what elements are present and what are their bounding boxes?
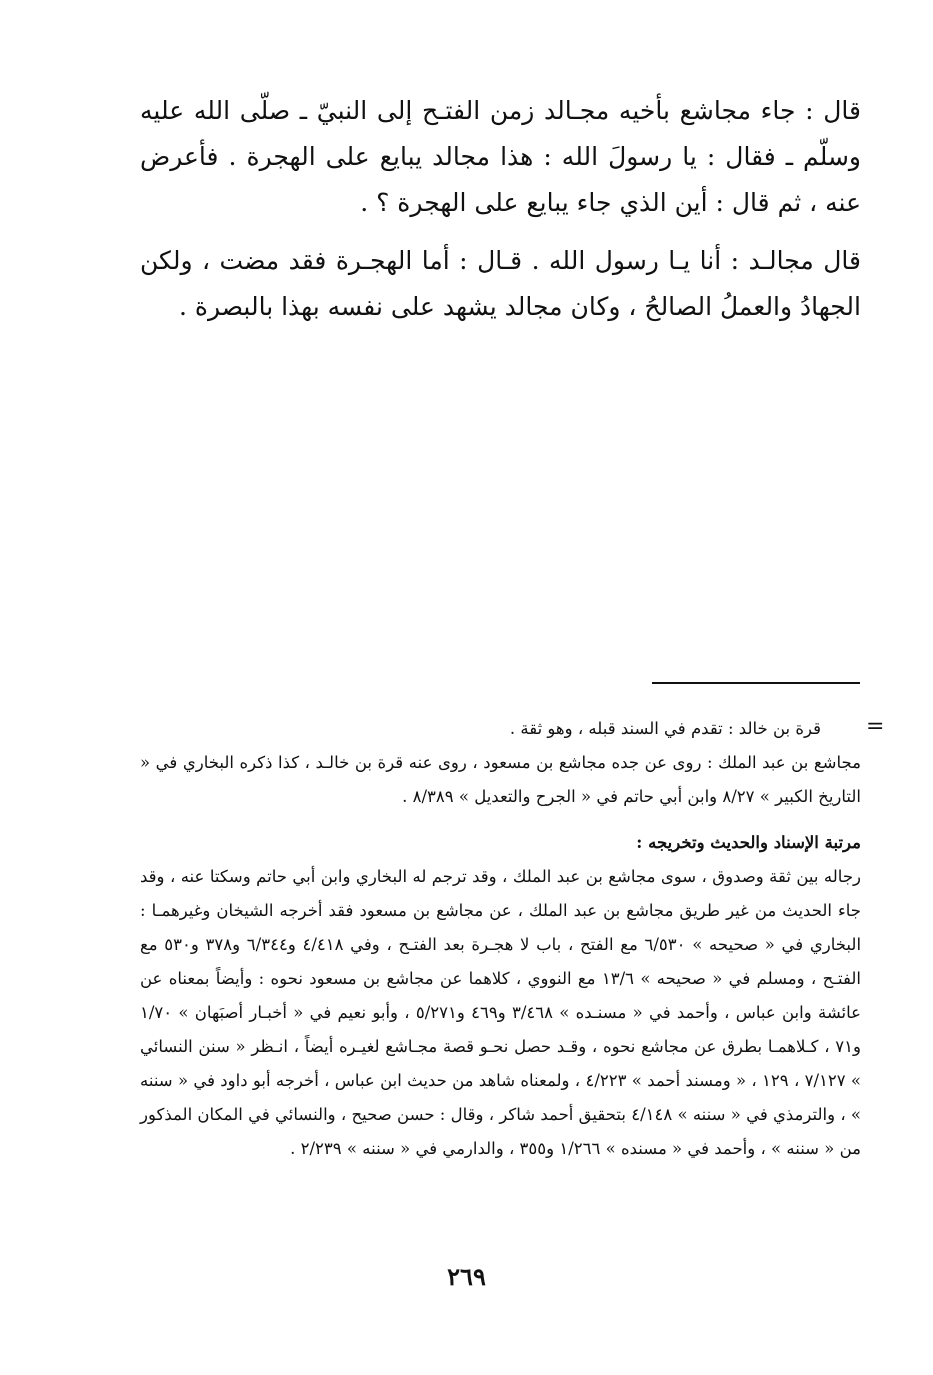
main-text bbox=[140, 88, 861, 342]
page-number: ٢٦٩ bbox=[447, 1262, 486, 1291]
footnotes bbox=[140, 712, 861, 1166]
footnote-continuation-mark: = bbox=[866, 714, 885, 739]
footnote-section-heading: مرتبة الإسناد والحديث وتخريجه : bbox=[636, 833, 861, 852]
main-paragraph-2: قال مجالـد : أنا يـا رسول الله . قـال : أما الهجـرة فقد مضت ، ولكن الجهادُ والعملُ الصالحُ ، وكان مجالد يشهد على نفسه بهذا بالبصرة . bbox=[140, 246, 861, 321]
footnote-qurra-ibn-khalid: قرة بن خالد : تقدم في السند قبله ، وهو ثقة . bbox=[509, 719, 821, 738]
footnote-takhrij-body: رجاله بين ثقة وصدوق ، سوى مجاشع بن عبد الملك ، وقد ترجم له البخاري وابن أبي حاتم وسكتا عنه ، وقد جاء الحديث من غير طريق مجاشع بن عبد الملك ، عن مجاشع بن مسعود فقد أخرجه الشيخان وغيرهمـا : البخاري في « صحيحه » ٦/٥٣٠ مع الفتح ، باب لا هجـرة بعد الفتـح ، وفي ٤/٤١٨ و٦/٣٤٤ و٣٧٨ و٥٣٠ مع الفتـح ، ومسلم في « صحيحه » ١٣/٦ مع النووي ، كلاهما عن مجاشع بن مسعود نحوه : وأيضاً بمعناه عن عائشة وابن عباس ، وأحمد في « مسنـده » ٣/٤٦٨ و٤٦٩ و٥/٢٧١ ، وأبو نعيم في « أخبـار أصبَهان » ١/٧٠ و٧١ ، كـلاهمـا بطرق عن مجاشع نحوه ، وقـد حصل نحـو قصة مجـاشع لغيـره أيضاً ، انـظر « سنن النسائي » ٧/١٢٧ ، ١٢٩ ، « ومسند أحمد » ٤/٢٢٣ ، ولمعناه شاهد من حديث ابن عباس ، أخرجه أبو داود في « سننه » ، والترمذي في « سننه » ٤/١٤٨ بتحقيق أحمد شاكر ، وقال : حسن صحيح ، والنسائي في المكان المذكور من « سننه » ، وأحمد في « مسنده » ١/٢٦٦ و٣٥٥ ، والدارمي في « سننه » ٢/٢٣٩ . bbox=[140, 867, 862, 1158]
footnote-mujashi-ibn-abd-almalik: مجاشع بن عبد الملك : روى عن جده مجاشع بن مسعود ، روى عنه قرة بن خالـد ، كذا ذكره البخاري في « التاريخ الكبير » ٨/٢٧ وابن أبي حاتم في « الجرح والتعديل » ٨/٣٨٩ . bbox=[140, 753, 861, 806]
footnote-separator bbox=[652, 682, 860, 684]
main-paragraph-1: قال : جاء مجاشع بأخيه مجـالد زمن الفتـح إلى النبيّ ـ صلّى الله عليه وسلّم ـ فقال : يا رسولَ الله : هذا مجالد يبايع على الهجرة . فأعرض عنه ، ثم قال : أين الذي جاء يبايع على الهجرة ؟ . bbox=[140, 96, 861, 217]
